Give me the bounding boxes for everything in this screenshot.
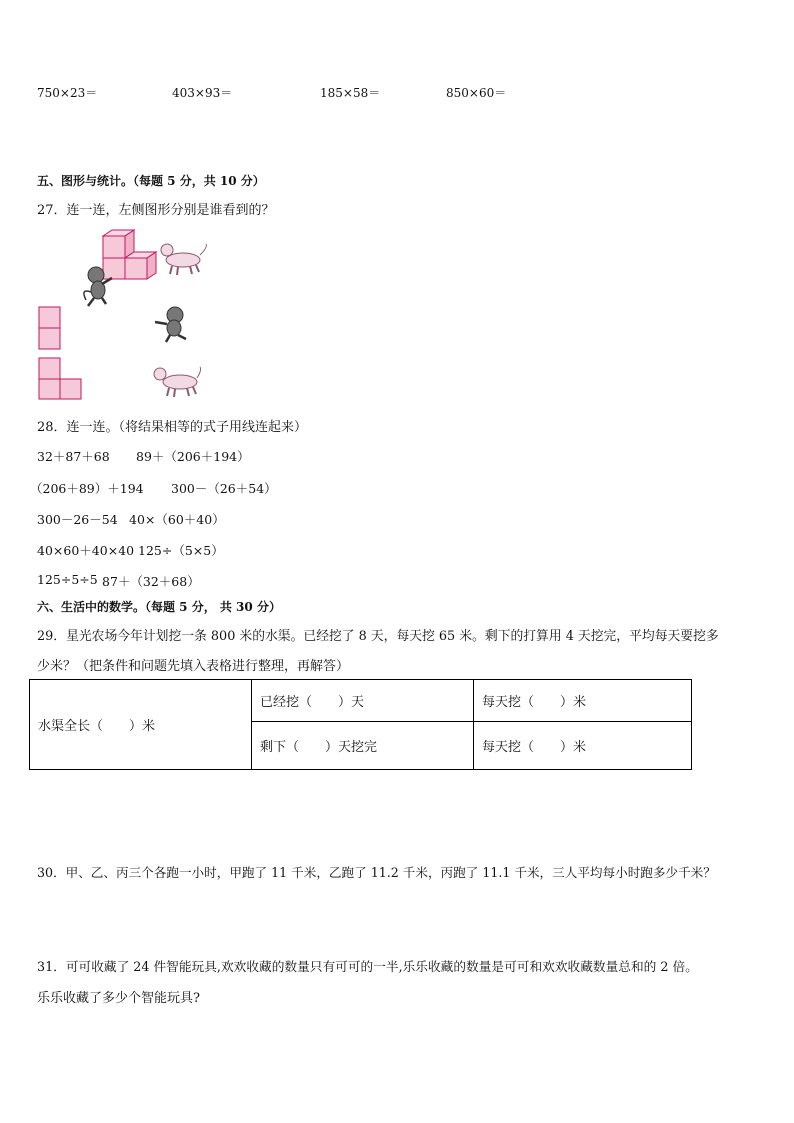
front-view-shape-1 [39,307,60,349]
q28-right-3: 40×（60＋40） [129,512,225,527]
table-cell-dug-days: 已经挖（ ）天 [252,680,474,722]
question-31-line1: 31．可可收藏了 24 件智能玩具,欢欢收藏的数量只有可可的一半,乐乐收藏的数量是可可和欢欢收藏数量总和的 2 倍。 [37,959,698,974]
q28-right-5: 87＋（32＋68） [102,574,200,589]
q28-left-4: 40×60＋40×40 [37,543,135,558]
question-28-title: 28．连一连。（将结果相等的式子用线连起来） [37,420,308,435]
q28-left-3: 300－26－54 [37,512,118,527]
cube-stack-icon [103,230,156,279]
question-27: 27．连一连，左侧图形分别是谁看到的？ [37,203,275,218]
question-29-line1: 29．星光农场今年计划挖一条 800 米的水渠。已经挖了 8 天，每天挖 65 米。剩下的打算用 4 天挖完，平均每天要挖多 [37,629,719,644]
calc-item-1: 750×23＝ [37,86,98,100]
calc-item-2: 403×93＝ [172,86,233,100]
question-29-line2: 少米？（把条件和问题先填入表格进行整理，再解答） [37,659,350,674]
section5-title: 五、图形与统计。（每题 5 分，共 10 分） [37,174,265,188]
question-31-line2: 乐乐收藏了多少个智能玩具? [37,991,200,1006]
q28-left-1: 32＋87＋68 [37,449,110,464]
q28-left-5: 125÷5÷5 [37,572,98,587]
q28-right-2: 300－（26＋54） [171,481,277,496]
q28-left-2: （206＋89）＋194 [30,481,144,496]
q28-right-4: 125÷（5×5） [138,543,224,558]
question-30: 30．甲、乙、丙三个各跑一小时，甲跑了 11 千米，乙跑了 11.2 千米，丙跑了 11.1 千米，三人平均每小时跑多少千米？ [37,865,716,880]
dog-icon [154,367,201,397]
q28-right-1: 89＋（206＋194） [136,449,250,464]
front-view-shape-2 [39,358,81,399]
q29-table [29,679,692,770]
table-cell-remain-per-day: 每天挖（ ）米 [474,722,692,770]
table-cell-total: 水渠全长（ ）米 [30,680,252,770]
section6-title: 六、生活中的数学。（每题 5 分， 共 30 分） [37,600,281,614]
q27-figure [30,222,230,407]
monkey-icon [155,307,186,342]
table-cell-dug-per-day: 每天挖（ ）米 [474,680,692,722]
dog-icon [161,244,206,275]
calc-item-4: 850×60＝ [446,86,507,100]
calc-item-3: 185×58＝ [320,86,381,100]
table-cell-remain-days: 剩下（ ）天挖完 [252,722,474,770]
